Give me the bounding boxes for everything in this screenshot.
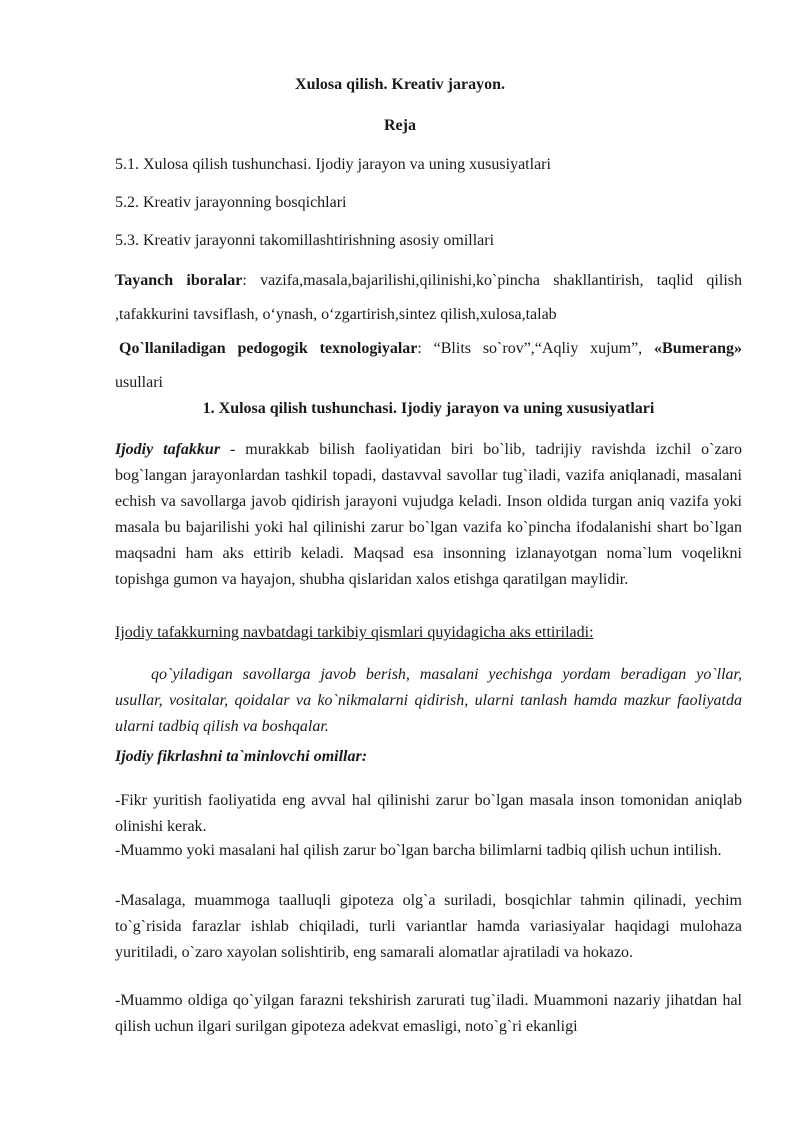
factor-item: -Muammo yoki masalani hal qilish zarur bo`lgan barcha bilimlarni tadbiq qilish uchun intilish. — [115, 842, 722, 859]
factor-item: -Fikr yuritish faoliyatida eng avval hal qilinishi zarur bo`lgan masala inson tomonidan aniqlab olinishi kerak. — [115, 792, 742, 835]
ijodiy-tafakkur-text: - murakkab bilish faoliyatidan biri bo`lib, tadrijiy ravishda izchil o`zaro bog`langan jarayonlardan tashkil topadi, dastavval savollar tug`iladi, vazifa aniqlanadi, masalani echish va savollarga javob qidirish jarayoni vujudga keladi. Inson oldida turgan aniq vazifa yoki masala bu bajarilishi yoki hal qilinishi zarur bo`lgan vazifa ko`pincha ifodalanishi shart bo`lgan maqsadni ham aks ettirib keladi. Maqsad esa insonning izlanayotgan noma`lum voqelikni topishga gumon va hayajon, shubha qislaridan xalos etishga qaratilgan maylidir. — [115, 441, 742, 588]
components-heading: Ijodiy tafakkurning navbatdagi tarkibiy qismlari quyidagicha aks ettiriladi: — [115, 624, 594, 641]
technologies-text: : “Blits so`rov”,“Aqliy xujum”, — [417, 340, 655, 357]
plan-heading: Reja — [384, 117, 416, 134]
ijodiy-tafakkur-term: Ijodiy tafakkur — [115, 441, 221, 458]
technologies-bold-term: «Bumerang» — [654, 340, 743, 357]
keywords-paragraph — [115, 264, 742, 332]
keywords-text: : vazifa,masala,bajarilishi,qilinishi,ko`pincha shakllantirish, taqlid qilish ,tafakkurini tavsiflash, o‘ynash, o‘zgartirish,sintez qilish,xulosa,talab — [115, 272, 742, 323]
page-title: Xulosa qilish. Kreativ jarayon. — [295, 76, 505, 93]
factor-item: -Muammo oldiga qo`yilgan farazni tekshirish zarurati tug`iladi. Muammoni nazariy jihatdan hal qilish uchun ilgari surilgan gipoteza adekvat emasligi, noto`g`ri ekanligi — [115, 992, 742, 1035]
technologies-suffix: usullari — [115, 374, 163, 391]
plan-item: 5.3. Kreativ jarayonni takomillashtirishning asosiy omillari — [115, 232, 495, 249]
technologies-label: Qo`llaniladigan pedogogik texnologiyalar — [119, 340, 418, 357]
plan-item: 5.1. Xulosa qilish tushunchasi. Ijodiy jarayon va uning xususiyatlari — [115, 156, 551, 173]
plan-item: 5.2. Kreativ jarayonning bosqichlari — [115, 194, 347, 211]
ijodiy-tafakkur-paragraph — [115, 437, 742, 593]
keywords-label: Tayanch iboralar — [115, 272, 243, 289]
factors-heading: Ijodiy fikrlashni ta`minlovchi omillar: — [115, 748, 368, 765]
factor-item: -Masalaga, muammoga taalluqli gipoteza olg`a suriladi, bosqichlar tahmin qilinadi, yechim to`g`risida farazlar ishlab chiqiladi, turli variantlar hamda variasiyalar haqidagi mulohaza yuritiladi, o`zaro xayolan solishtirib, eng samarali alomatlar ajratiladi va hokazo. — [115, 892, 742, 961]
section-heading: 1. Xulosa qilish tushunchasi. Ijodiy jarayon va uning xususiyatlari — [202, 400, 655, 417]
technologies-paragraph — [115, 332, 742, 400]
components-text: qo`yiladigan savollarga javob berish, masalani yechishga yordam beradigan yo`llar, usullar, vositalar, qoidalar va ko`nikmalarni qidirish, ularni tanlash hamda mazkur faoliyatda ularni tadbiq qilish va boshqalar. — [115, 666, 742, 735]
